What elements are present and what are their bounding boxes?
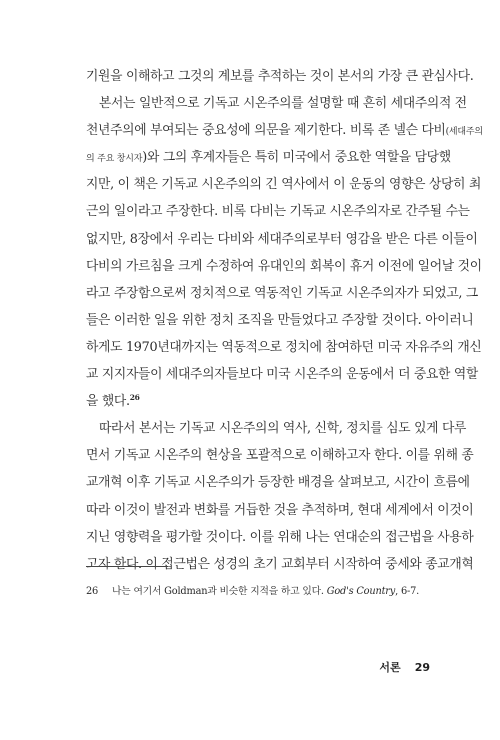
text-span: 을 했다. bbox=[86, 394, 130, 410]
text-line: 하게도 1970년대까지는 역동적으로 정치에 참여하던 미국 자유주의 개신 bbox=[86, 339, 482, 355]
text-line: 다비의 가르침을 크게 수정하여 유대인의 회복이 휴거 이전에 일어날 것이 bbox=[86, 258, 482, 274]
page-number: 29 bbox=[414, 661, 430, 674]
footnote bbox=[86, 583, 431, 597]
body-text bbox=[86, 63, 483, 578]
footnote-number: 26 bbox=[86, 586, 99, 597]
text-line bbox=[86, 144, 451, 171]
inline-small-text: (세대주의 bbox=[445, 127, 483, 138]
footnote-divider bbox=[86, 566, 168, 567]
text-line bbox=[86, 117, 483, 144]
text-line: 기원을 이해하고 그것의 계보를 추적하는 것이 본서의 가장 큰 관심사다. bbox=[86, 69, 474, 84]
text-line: 교 지지자들이 세대주의자들보다 미국 시온주의 운동에서 더 중요한 역할 bbox=[86, 367, 478, 383]
inline-small-text: 의 주요 창시자 bbox=[86, 154, 143, 165]
text-line: 지만, 이 책은 기독교 시온주의의 긴 역사에서 이 운동의 영향은 상당히 최 bbox=[86, 177, 482, 193]
paragraph-start-line: 본서는 일반적으로 기독교 시온주의를 설명할 때 흔히 세대주의적 전 bbox=[99, 96, 467, 112]
footnote-pages: , 6-7. bbox=[395, 586, 420, 597]
text-line: 따라 이것이 발전과 변화를 거듭한 것을 추적하며, 현대 세계에서 이것이 bbox=[86, 502, 474, 518]
text-span: 천년주의에 부여되는 중요성에 의문을 제기한다. 비록 존 넬슨 다비 bbox=[86, 123, 446, 139]
footnote-text: 나는 여기서 Goldman과 비슷한 지적을 하고 있다. bbox=[112, 586, 324, 597]
paragraph-start-line: 따라서 본서는 기독교 시온주의의 역사, 신학, 정치를 심도 있게 다루 bbox=[99, 421, 467, 437]
text-line: 들은 이러한 일을 위한 정치 조직을 만들었다고 주장할 것이다. 아이러니 bbox=[86, 312, 474, 328]
text-line bbox=[86, 388, 431, 415]
text-line: 고자 한다. 이 접근법은 성경의 초기 교회부터 시작하여 중세와 종교개혁 bbox=[86, 556, 474, 572]
running-footer bbox=[379, 659, 430, 675]
text-line: 없지만, 8장에서 우리는 다비와 세대주의로부터 영감을 받은 다른 이들이 bbox=[86, 231, 478, 247]
section-title: 서론 bbox=[379, 661, 401, 674]
text-line: 면서 기독교 시온주의 현상을 포괄적으로 이해하고자 한다. 이를 위해 종 bbox=[86, 448, 474, 464]
text-line: 지닌 영향력을 평가할 것이다. 이를 위해 나는 연대순의 접근법을 사용하 bbox=[86, 529, 474, 545]
footnote-italic-title: God's Country bbox=[326, 586, 396, 597]
text-span: )와 그의 후계자들은 특히 미국에서 중요한 역할을 담당했 bbox=[142, 150, 451, 166]
text-line: 근의 일이라고 주장한다. 비록 다비는 기독교 시온주의자로 간주될 수는 bbox=[86, 204, 470, 220]
footnote-reference[interactable]: 26 bbox=[129, 393, 140, 403]
text-line: 라고 주장함으로써 정치적으로 역동적인 기독교 시온주의자가 되었고, 그 bbox=[86, 285, 478, 301]
text-line: 교개혁 이후 기독교 시온주의가 등장한 배경을 살펴보고, 시간이 흐름에 bbox=[86, 475, 470, 491]
